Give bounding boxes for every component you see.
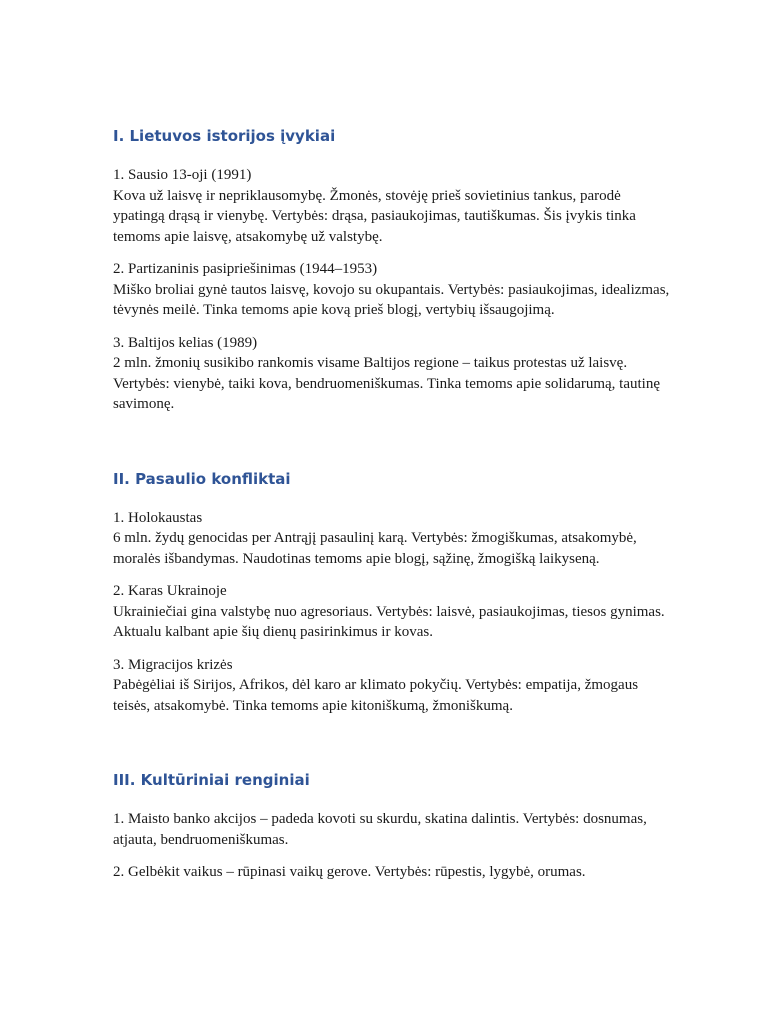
entry-text: 2 mln. žmonių susikibo rankomis visame Baltijos regione – taikus protestas už laisvę. Vertybės: vienybė, taiki kova, bendruomeniškumas. Tinka temoms apie solidarumą, tautinę savimonę. bbox=[113, 355, 660, 412]
section-heading: I. Lietuvos istorijos įvykiai bbox=[113, 127, 336, 145]
entry-title: 3. Migracijos krizės bbox=[113, 656, 233, 673]
section-lithuanian-history bbox=[113, 124, 673, 415]
entry-text: Ukrainiečiai gina valstybę nuo agresoriaus. Vertybės: laisvė, pasiaukojimas, tiesos gynimas. Aktualu kalbant apie šių dienų pasirinkimus ir kovas. bbox=[113, 603, 665, 640]
entry-title: 3. Baltijos kelias (1989) bbox=[113, 334, 258, 351]
entry-title: 2. Karas Ukrainoje bbox=[113, 583, 227, 599]
section-cultural-events bbox=[113, 768, 673, 883]
list-item bbox=[113, 809, 673, 850]
list-item bbox=[113, 655, 673, 717]
entry-title: 1. Sausio 13-oji (1991) bbox=[113, 167, 252, 183]
entry-text: Kova už laisvę ir nepriklausomybę. Žmonės, stovėję prieš sovietinius tankus, parodė ypatingą drąsą ir vienybę. Vertybės: drąsa, pasiaukojimas, tautiškumas. Šis įvykis tinka temoms apie laisvę, atsakomybę už valstybę. bbox=[113, 187, 636, 245]
entry-text: Miško broliai gynė tautos laisvę, kovojo su okupantais. Vertybės: pasiaukojimas, idealizmas, tėvynės meilė. Tinka temoms apie kovą prieš blogį, vertybių išsaugojimą. bbox=[113, 281, 670, 318]
list-item bbox=[113, 165, 673, 247]
list-item bbox=[113, 862, 673, 883]
list-item bbox=[113, 508, 673, 570]
document-content bbox=[113, 124, 673, 883]
list-item bbox=[113, 333, 673, 415]
entry-title: 1. Holokaustas bbox=[113, 509, 203, 526]
entry-text: 6 mln. žydų genocidas per Antrąjį pasaulinį karą. Vertybės: žmogiškumas, atsakomybė, moralės išbandymas. Naudotinas temoms apie blogį, sąžinę, žmogišką laikyseną. bbox=[113, 530, 637, 567]
entry-text: Pabėgėliai iš Sirijos, Afrikos, dėl karo ar klimato pokyčių. Vertybės: empatija, žmogaus teisės, atsakomybė. Tinka temoms apie kitoniškumą, žmoniškumą. bbox=[113, 677, 639, 714]
list-item bbox=[113, 259, 673, 321]
section-world-conflicts bbox=[113, 467, 673, 717]
entry-text: 2. Gelbėkit vaikus – rūpinasi vaikų gerove. Vertybės: rūpestis, lygybė, orumas. bbox=[113, 864, 586, 880]
list-item bbox=[113, 581, 673, 643]
entry-title: 2. Partizaninis pasipriešinimas (1944–1953) bbox=[113, 261, 378, 277]
section-heading: III. Kultūriniai renginiai bbox=[113, 771, 310, 789]
section-heading: II. Pasaulio konfliktai bbox=[113, 469, 291, 488]
entry-text: 1. Maisto banko akcijos – padeda kovoti su skurdu, skatina dalintis. Vertybės: dosnumas, atjauta, bendruomeniškumas. bbox=[113, 811, 647, 848]
